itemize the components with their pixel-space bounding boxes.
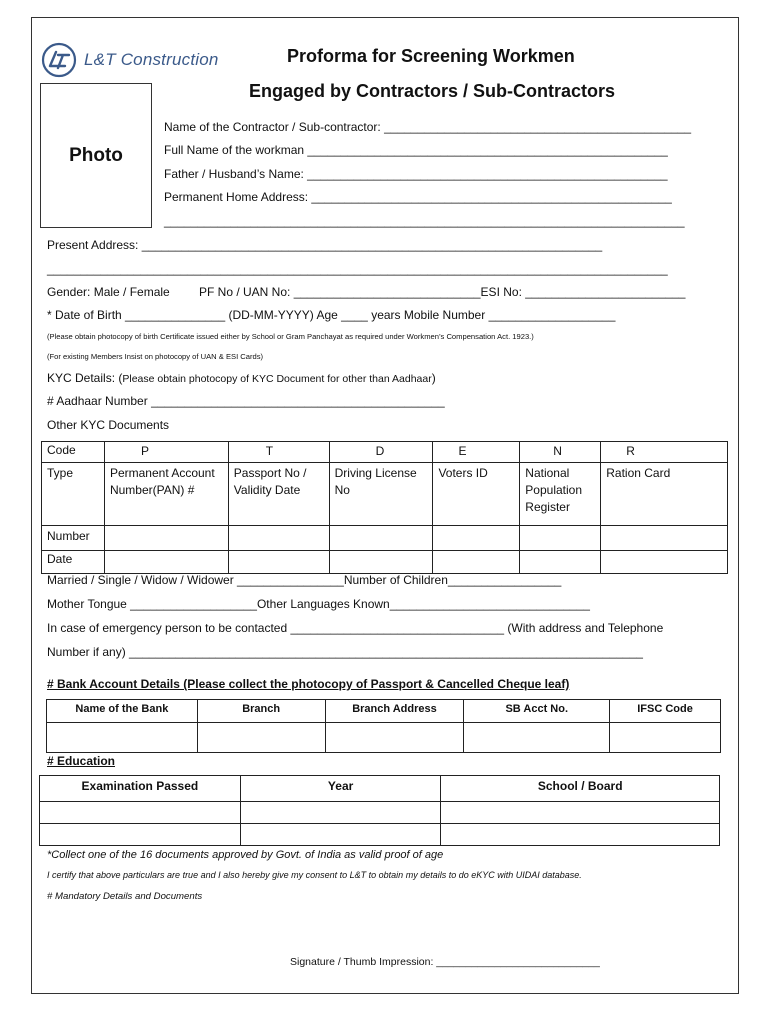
kyc-code-cell: D xyxy=(329,442,433,463)
certification-note: I certify that above particulars are true and I also hereby give my consent to L&T to obtain my details to do eKYC with UIDAI database. xyxy=(47,870,582,880)
bank-header: Branch xyxy=(197,700,325,723)
bank-header-row xyxy=(47,700,721,723)
education-header: Year xyxy=(240,776,441,802)
age-proof-note: *Collect one of the 16 documents approved by Govt. of India as valid proof of age xyxy=(47,849,444,861)
dob-age-mobile-field[interactable]: * Date of Birth _______________ (DD-MM-YYYY) Age ____ years Mobile Number ___________________ xyxy=(47,308,616,322)
kyc-type-cell: National Population Register xyxy=(520,463,601,526)
father-name-field[interactable]: Father / Husband’s Name: ______________________________________________________ xyxy=(164,167,668,181)
kyc-code-label: Code xyxy=(42,442,105,463)
kyc-number-input[interactable] xyxy=(329,526,433,551)
kyc-date-input[interactable] xyxy=(601,551,728,574)
emergency-contact-line-2[interactable]: Number if any) _____________________________________________________________________________ xyxy=(47,645,643,659)
education-input-row xyxy=(40,802,720,824)
kyc-date-input[interactable] xyxy=(329,551,433,574)
present-address-line-2[interactable]: _____________________________________________________________________________________________ xyxy=(47,262,668,276)
bank-table xyxy=(46,699,721,753)
bank-header: IFSC Code xyxy=(610,700,721,723)
kyc-code-cell: T xyxy=(228,442,329,463)
permanent-address-line-2[interactable]: ______________________________________________________________________________ xyxy=(164,214,685,228)
permanent-address-field[interactable]: Permanent Home Address: ______________________________________________________ xyxy=(164,190,672,204)
signature-field[interactable]: Signature / Thumb Impression: ____________________________ xyxy=(290,956,600,968)
pf-uan-esi-field[interactable]: PF No / UAN No: ____________________________ESI No: ________________________ xyxy=(199,285,686,299)
education-input[interactable] xyxy=(441,802,720,824)
kyc-number-input[interactable] xyxy=(228,526,329,551)
kyc-date-label: Date xyxy=(42,551,105,574)
bank-heading: # Bank Account Details (Please collect the photocopy of Passport & Cancelled Cheque leaf) xyxy=(47,677,570,691)
kyc-type-label: Type xyxy=(42,463,105,526)
mandatory-note: # Mandatory Details and Documents xyxy=(47,891,203,902)
kyc-note: Please obtain photocopy of KYC Document for other than Aadhaar xyxy=(122,373,432,385)
company-name: L&T Construction xyxy=(84,50,219,69)
birth-certificate-note: (Please obtain photocopy of birth Certificate issued either by School or Gram Panchayat as required under Workmen’s Compensation Act. 1923.) xyxy=(47,332,534,341)
kyc-date-input[interactable] xyxy=(228,551,329,574)
kyc-date-input[interactable] xyxy=(520,551,601,574)
education-input[interactable] xyxy=(240,824,441,846)
kyc-code-cell: R xyxy=(601,442,728,463)
education-input[interactable] xyxy=(240,802,441,824)
bank-header: Name of the Bank xyxy=(47,700,198,723)
kyc-date-row xyxy=(42,551,728,574)
education-table xyxy=(39,775,720,846)
kyc-code-cell: P xyxy=(104,442,228,463)
education-header: School / Board xyxy=(441,776,720,802)
kyc-type-cell: Permanent Account Number(PAN) # xyxy=(104,463,228,526)
bank-input[interactable] xyxy=(464,723,610,753)
contractor-field[interactable]: Name of the Contractor / Sub-contractor: ______________________________________________ xyxy=(164,120,692,134)
bank-input[interactable] xyxy=(610,723,721,753)
kyc-type-row xyxy=(42,463,728,526)
kyc-label: KYC Details: ( xyxy=(47,371,123,385)
kyc-type-cell: Passport No / Validity Date xyxy=(228,463,329,526)
kyc-type-cell: Driving License No xyxy=(329,463,433,526)
education-input-row xyxy=(40,824,720,846)
emergency-contact-field[interactable]: In case of emergency person to be contacted ________________________________ (With address and Telephone xyxy=(47,621,664,635)
kyc-code-cell: N xyxy=(520,442,601,463)
uan-note: (For existing Members Insist on photocopy of UAN & ESI Cards) xyxy=(47,352,264,361)
bank-input[interactable] xyxy=(47,723,198,753)
full-name-field[interactable]: Full Name of the workman ______________________________________________________ xyxy=(164,143,668,157)
kyc-number-input[interactable] xyxy=(520,526,601,551)
education-header: Examination Passed xyxy=(40,776,241,802)
kyc-number-row xyxy=(42,526,728,551)
kyc-date-input[interactable] xyxy=(433,551,520,574)
kyc-number-input[interactable] xyxy=(433,526,520,551)
aadhaar-field[interactable]: # Aadhaar Number ____________________________________________ xyxy=(47,394,445,408)
education-input[interactable] xyxy=(441,824,720,846)
kyc-type-cell: Ration Card xyxy=(601,463,728,526)
title-line-1: Proforma for Screening Workmen xyxy=(287,46,575,66)
marital-children-field[interactable]: Married / Single / Widow / Widower ________________Number of Children_________________ xyxy=(47,573,562,587)
present-address-field[interactable]: Present Address: _____________________________________________________________________ xyxy=(47,238,603,252)
languages-field[interactable]: Mother Tongue ___________________Other Languages Known______________________________ xyxy=(47,597,590,611)
other-kyc-heading: Other KYC Documents xyxy=(47,418,170,432)
education-input[interactable] xyxy=(40,802,241,824)
bank-header: SB Acct No. xyxy=(464,700,610,723)
bank-input-row xyxy=(47,723,721,753)
education-heading: # Education xyxy=(47,754,116,768)
education-input[interactable] xyxy=(40,824,241,846)
kyc-code-row xyxy=(42,442,728,463)
bank-input[interactable] xyxy=(197,723,325,753)
kyc-close: ) xyxy=(431,371,436,385)
bank-header: Branch Address xyxy=(325,700,464,723)
company-logo xyxy=(41,42,219,78)
bank-input[interactable] xyxy=(325,723,464,753)
kyc-date-input[interactable] xyxy=(104,551,228,574)
title-line-2: Engaged by Contractors / Sub-Contractors xyxy=(249,81,616,101)
kyc-details-label xyxy=(47,371,436,385)
kyc-table xyxy=(41,441,728,574)
photo-label: Photo xyxy=(69,144,123,166)
kyc-number-input[interactable] xyxy=(601,526,728,551)
photo-box[interactable] xyxy=(40,83,152,228)
kyc-number-input[interactable] xyxy=(104,526,228,551)
kyc-type-cell: Voters ID xyxy=(433,463,520,526)
gender-field[interactable]: Gender: Male / Female xyxy=(47,285,170,299)
education-header-row xyxy=(40,776,720,802)
lt-logo-icon xyxy=(41,42,77,78)
kyc-code-cell: E xyxy=(433,442,520,463)
kyc-number-label: Number xyxy=(42,526,105,551)
